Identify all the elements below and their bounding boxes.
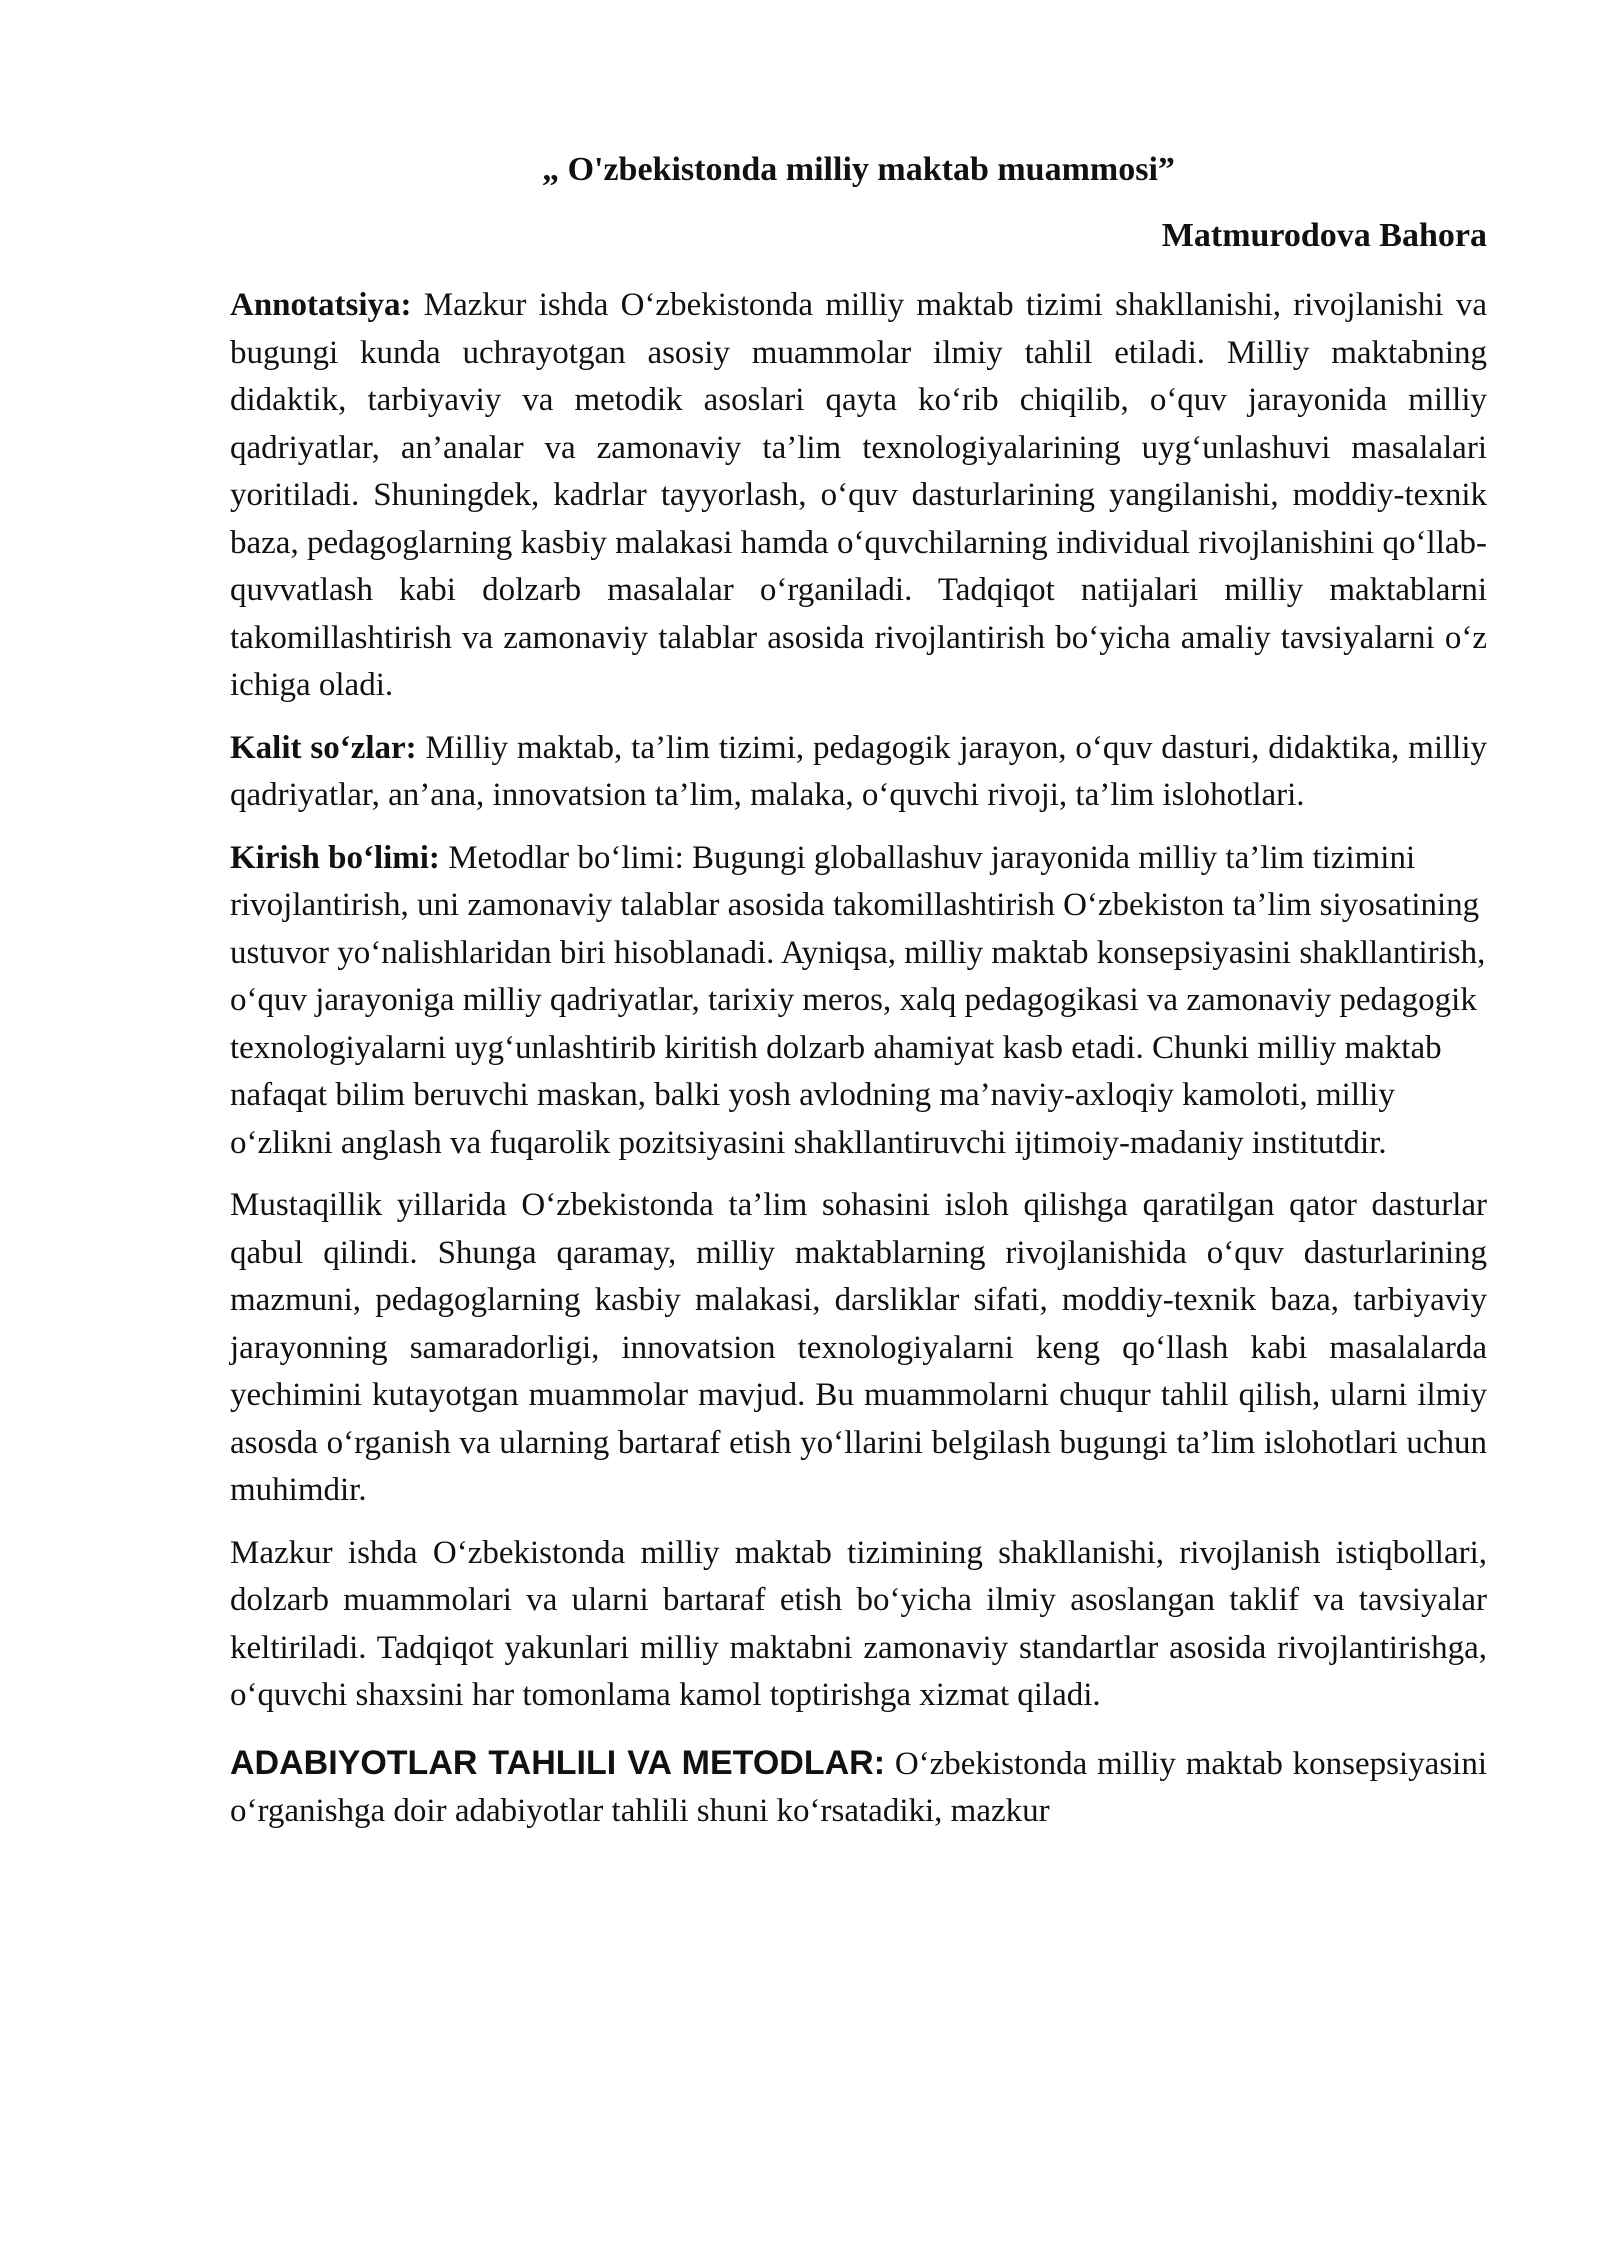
literature-heading: ADABIYOTLAR TAHLILI VA METODLAR: [230, 1743, 886, 1782]
literature-text: O‘zbekistonda milliy maktab konsepsiyasini o‘rganishga doir adabiyotlar tahlili shuni ko‘rsatadiki, mazkur [230, 1745, 1487, 1829]
document-body [230, 148, 1487, 1851]
author-name: Matmurodova Bahora [1161, 217, 1487, 254]
introduction-paragraph [230, 835, 1487, 1168]
body-paragraph-2: Mustaqillik yillarida O‘zbekistonda ta’lim sohasini isloh qilishga qaratilgan qator dasturlar qabul qilindi. Shunga qaramay, milliy maktablarning rivojlanishida o‘quv dasturlarining mazmuni, pedagoglarning kasbiy malakasi, darsliklar sifati, moddiy-texnik baza, tarbiyaviy jarayonning samaradorligi, innovatsion texnologiyalarni keng qo‘llash kabi masalalarda yechimini kutayotgan muammolar mavjud. Bu muammolarni chuqur tahlil qilish, ularni ilmiy asosda o‘rganish va ularning bartaraf etish yo‘llarini belgilash bugungi ta’lim islohotlari uchun muhimdir. [230, 1187, 1487, 1508]
abstract-text: Mazkur ishda O‘zbekistonda milliy maktab tizimi shakllanishi, rivojlanishi va bugungi kunda uchrayotgan asosiy muammolar ilmiy tahlil etiladi. Milliy maktabning didaktik, tarbiyaviy va metodik asoslari qayta ko‘rib chiqilib, o‘quv jarayonida milliy qadriyatlar, an’analar va zamonaviy ta’lim texnologiyalarining uyg‘unlashuvi masalalari yoritiladi. Shuningdek, kadrlar tayyorlash, o‘quv dasturlarining yangilanishi, moddiy-texnik baza, pedagoglarning kasbiy malakasi hamda o‘quvchilarning individual rivojlanishini qo‘llab-quvvatlash kabi dolzarb masalalar o‘rganiladi. Tadqiqot natijalari milliy maktablarni takomillashtirish va zamonaviy talablar asosida rivojlantirish bo‘yicha amaliy tavsiyalarni o‘z ichiga oladi. [230, 287, 1487, 703]
literature-paragraph [230, 1740, 1487, 1836]
introduction-label: Kirish bo‘limi: [230, 839, 440, 876]
introduction-text: Metodlar bo‘limi: Bugungi globallashuv jarayonida milliy ta’lim tizimini rivojlantirish, uni zamonaviy talablar asosida takomillashtirish O‘zbekiston ta’lim siyosatining ustuvor yo‘nalishlaridan biri hisoblanadi. Ayniqsa, milliy maktab konsepsiyasini shakllantirish, o‘quv jarayoniga milliy qadriyatlar, tarixiy meros, xalq pedagogikasi va zamonaviy pedagogik texnologiyalarni uyg‘unlashtirib kiritish dolzarb ahamiyat kasb etadi. Chunki milliy maktab nafaqat bilim beruvchi maskan, balki yosh avlodning ma’naviy-axloqiy kamoloti, milliy o‘zlikni anglash va fuqarolik pozitsiyasini shakllantiruvchi ijtimoiy-madaniy institutdir. [230, 839, 1486, 1161]
keywords-paragraph [230, 725, 1487, 820]
body-paragraph-3: Mazkur ishda O‘zbekistonda milliy maktab tizimining shakllanishi, rivojlanish istiqbollari, dolzarb muammolari va ularni bartaraf etish bo‘yicha ilmiy asoslangan taklif va tavsiyalar keltiriladi. Tadqiqot yakunlari milliy maktabni zamonaviy standartlar asosida rivojlantirishga, o‘quvchi shaxsini har tomonlama kamol toptirishga xizmat qiladi. [230, 1534, 1487, 1713]
keywords-label: Kalit so‘zlar: [230, 729, 417, 766]
keywords-text: Milliy maktab, ta’lim tizimi, pedagogik jarayon, o‘quv dasturi, didaktika, milliy qadriyatlar, an’ana, innovatsion ta’lim, malaka, o‘quvchi rivoji, ta’lim islohotlari. [230, 729, 1487, 813]
abstract-label: Annotatsiya: [230, 287, 412, 323]
document-title: „ O'zbekistonda milliy maktab muammosi” [542, 151, 1175, 188]
abstract-paragraph [230, 282, 1487, 710]
